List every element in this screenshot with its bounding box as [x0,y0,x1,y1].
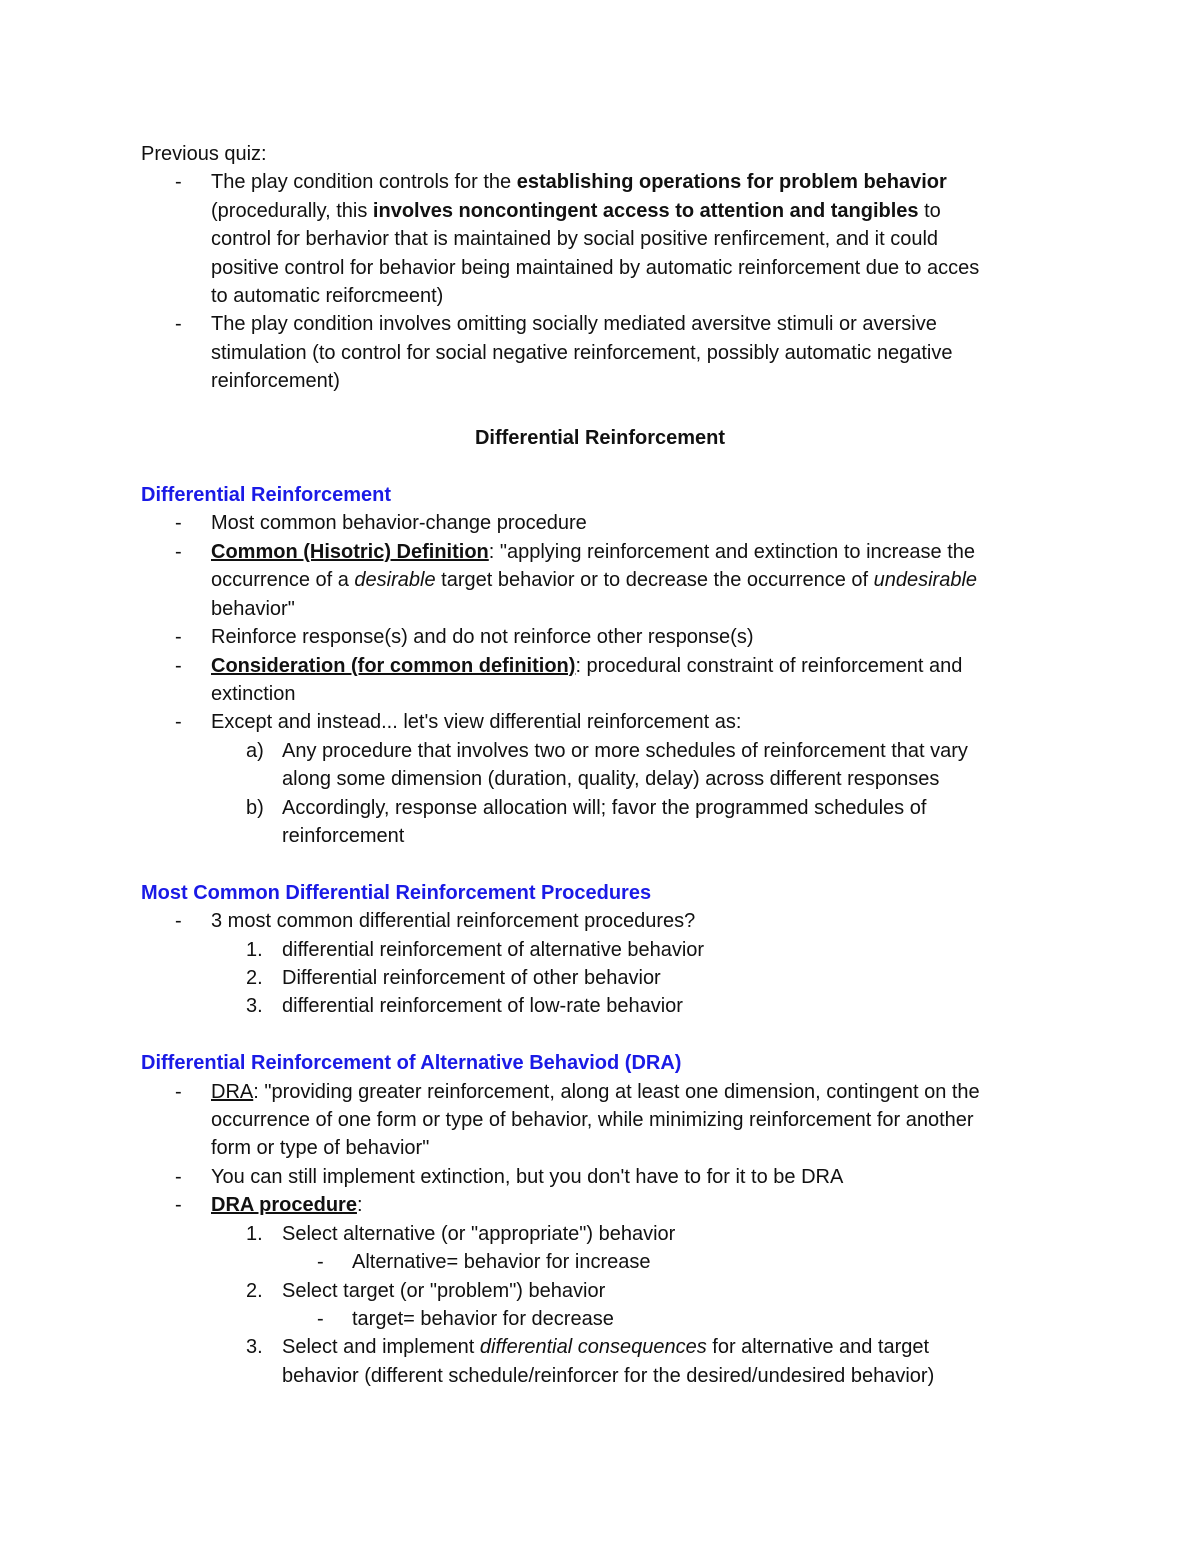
list-marker: 2. [246,967,263,989]
s1-sub-a-line1: Any procedure that involves two or more schedules of reinforcement that vary [282,740,968,762]
italic-text-run: desirable [354,569,436,591]
term-dra-procedure: DRA procedure [211,1194,357,1216]
text-run: (procedurally, this [211,200,373,222]
bullet-dash: - [175,626,182,648]
s1-sub-b-line2: reinforcement [282,825,405,847]
s3-bullet1-line1 [211,1078,980,1106]
list-marker: a) [246,740,264,762]
s2-bullet1: 3 most common differential reinforcement procedures? [211,910,696,932]
bullet-dash: - [317,1308,324,1330]
text-run: for alternative and target [706,1336,930,1358]
italic-text-run: undesirable [873,569,978,591]
text-run: Select and implement [282,1336,480,1358]
s3-bullet2: You can still implement extinction, but you don't have to for it to be DRA [211,1166,844,1188]
text-run: : [356,1194,363,1216]
section-heading-differential-reinforcement: Differential Reinforcement [141,484,392,506]
s3-bullet3 [211,1191,363,1219]
s3-step-1: Select alternative (or "appropriate") behavior [282,1223,676,1245]
section-heading-dra: Differential Reinforcement of Alternative Behaviod (DRA) [141,1052,682,1074]
bold-text-run: involves noncontingent access to attention and tangibles [372,200,919,222]
quiz-bullet2-line2: stimulation (to control for social negative reinforcement, possibly automatic negative [211,342,953,364]
italic-text-run: differential consequences [479,1336,707,1358]
bullet-dash: - [175,655,182,677]
s1-bullet2-line1 [211,538,975,566]
s3-step-2: Select target (or "problem") behavior [282,1280,606,1302]
quiz-bullet2-line3: reinforcement) [211,370,340,392]
s1-bullet1: Most common behavior-change procedure [211,512,587,534]
text-run: to [918,200,941,222]
s1-bullet4-line2: extinction [211,683,296,705]
section-heading-most-common-procedures: Most Common Differential Reinforcement Procedures [141,882,652,904]
s1-bullet2-line2 [211,566,977,594]
bullet-dash: - [317,1251,324,1273]
quiz-bullet1-line1 [211,168,947,196]
quiz-bullet1-line5: to automatic reiforcmeent) [211,285,444,307]
s3-step-3-line1 [282,1333,929,1361]
list-marker: 3. [246,995,263,1017]
text-run: : "providing greater reinforcement, along at least one dimension, contingent on the [253,1081,980,1103]
s1-bullet5: Except and instead... let's view differential reinforcement as: [211,711,742,733]
text-run: : procedural constraint of reinforcement and [575,655,963,677]
quiz-bullet2-line1: The play condition involves omitting socially mediated aversitve stimuli or aversive [211,313,937,335]
bullet-dash: - [175,1081,182,1103]
term-dra: DRA [211,1081,254,1103]
s2-item-2: Differential reinforcement of other behavior [282,967,661,989]
s3-bullet1-line3: form or type of behavior" [211,1137,430,1159]
previous-quiz-heading: Previous quiz: [141,143,267,165]
text-run: The play condition controls for the [211,171,517,193]
list-marker: 2. [246,1280,263,1302]
bullet-dash: - [175,711,182,733]
bullet-dash: - [175,541,182,563]
s1-sub-a-line2: along some dimension (duration, quality, delay) across different responses [282,768,940,790]
text-run: target behavior or to decrease the occurrence of [435,569,874,591]
list-marker: 1. [246,939,263,961]
bullet-dash: - [175,313,182,335]
quiz-bullet1-line2 [211,197,941,225]
quiz-bullet1-line3: control for berhavior that is maintained by social positive renfircement, and it could [211,228,939,250]
s2-item-1: differential reinforcement of alternative behavior [282,939,705,961]
quiz-bullet1-line4: positive control for behavior being maintained by automatic reinforcement due to acces [211,257,980,279]
bullet-dash: - [175,1194,182,1216]
s3-step-3-line2: behavior (different schedule/reinforcer for the desired/undesired behavior) [282,1365,935,1387]
bold-text-run: establishing operations for problem behavior [516,171,947,193]
list-marker: b) [246,797,264,819]
s3-step-2-sub: target= behavior for decrease [352,1308,614,1330]
term-common-definition: Common (Hisotric) Definition [211,541,489,563]
list-marker: 3. [246,1336,263,1358]
bullet-dash: - [175,171,182,193]
bullet-dash: - [175,512,182,534]
bullet-dash: - [175,1166,182,1188]
s2-item-3: differential reinforcement of low-rate behavior [282,995,683,1017]
s3-step-1-sub: Alternative= behavior for increase [352,1251,651,1273]
bullet-dash: - [175,910,182,932]
s3-bullet1-line2: occurrence of one form or type of behavior, while minimizing reinforcement for another [211,1109,974,1131]
s1-bullet3: Reinforce response(s) and do not reinforce other response(s) [211,626,754,648]
s1-sub-b-line1: Accordingly, response allocation will; favor the programmed schedules of [282,797,927,819]
text-run: occurrence of a [211,569,355,591]
s1-bullet2-line3: behavior" [211,598,295,620]
text-run: : "applying reinforcement and extinction to increase the [488,541,976,563]
s1-bullet4-line1 [211,652,962,680]
term-consideration: Consideration (for common definition) [211,655,576,677]
list-marker: 1. [246,1223,263,1245]
document-title: Differential Reinforcement [474,427,726,449]
